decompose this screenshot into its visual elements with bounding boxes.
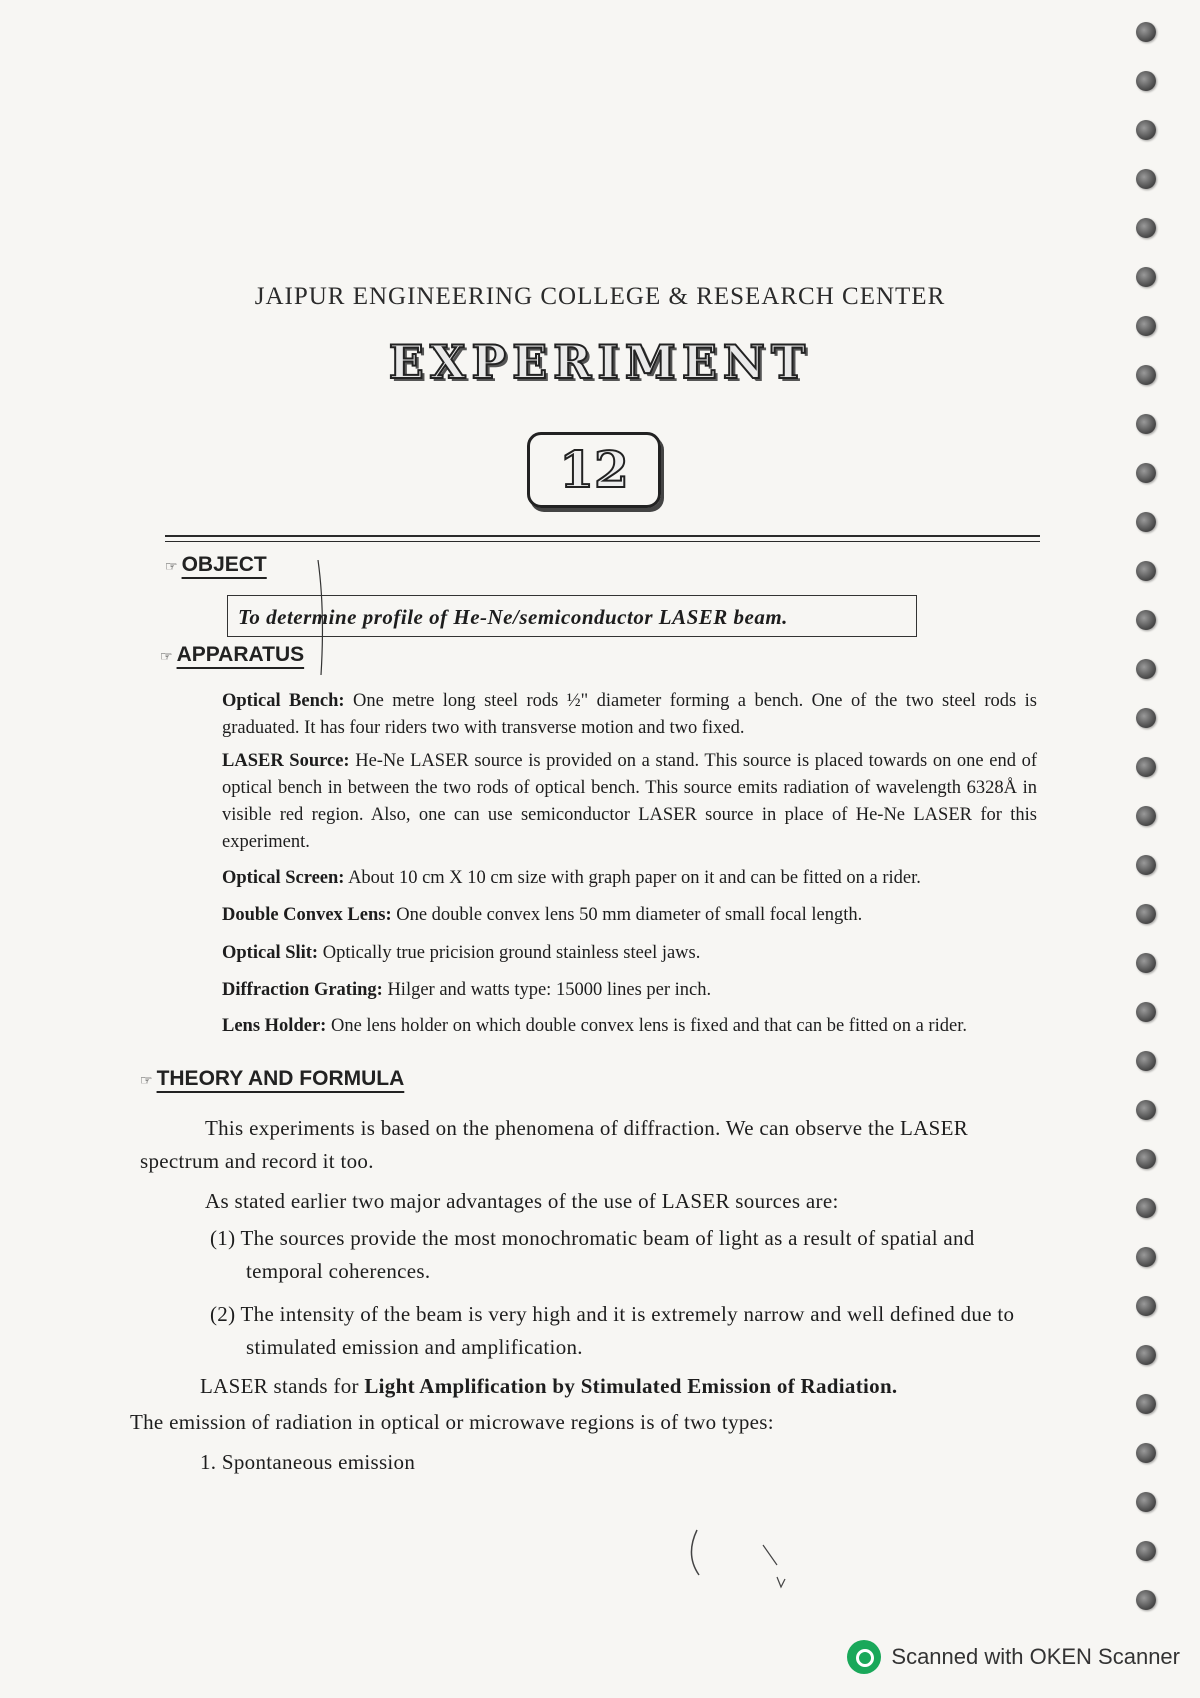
apparatus-desc: One double convex lens 50 mm diameter of small focal length. — [391, 905, 863, 925]
apparatus-desc: He-Ne LASER source is provided on a stand. This source is placed towards on one end of optical bench in between the two rods of optical bench. This source emits radiation of wavelength 6328Å in visible red region. Also, one can use semiconductor LASER source in place of He-Ne LASER for this experiment. — [222, 751, 1037, 852]
binding-hole — [1136, 512, 1156, 532]
binding-hole — [1136, 1051, 1156, 1071]
apparatus-term: Diffraction Grating: — [222, 980, 383, 1000]
experiment-number: 12 — [527, 432, 661, 508]
divider-line — [165, 541, 1040, 542]
college-name: JAIPUR ENGINEERING COLLEGE & RESEARCH CENTER — [254, 283, 946, 310]
binding-hole — [1136, 71, 1156, 91]
apparatus-desc: About 10 cm X 10 cm size with graph paper on it and can be fitted on a rider. — [344, 868, 921, 888]
apparatus-item — [222, 688, 1037, 742]
binding-hole — [1136, 855, 1156, 875]
binding-hole — [1136, 169, 1156, 189]
binding-hole — [1136, 1394, 1156, 1414]
apparatus-term: Lens Holder: — [222, 1016, 327, 1036]
binding-hole — [1136, 1541, 1156, 1561]
scanner-watermark-text: Scanned with OKEN Scanner — [891, 1644, 1180, 1669]
binding-hole — [1136, 659, 1156, 679]
binding-hole — [1136, 1247, 1156, 1267]
binding-hole — [1136, 414, 1156, 434]
binding-holes — [1122, 10, 1182, 1650]
binding-hole — [1136, 316, 1156, 336]
binding-hole — [1136, 806, 1156, 826]
theory-heading: ☞ THEORY AND FORMULA — [140, 1067, 405, 1090]
binding-hole — [1136, 1345, 1156, 1365]
apparatus-term: LASER Source: — [222, 751, 350, 771]
apparatus-item — [222, 865, 1037, 892]
binding-hole — [1136, 1100, 1156, 1120]
apparatus-term: Optical Bench: — [222, 691, 345, 711]
apparatus-item — [222, 748, 1037, 856]
theory-paragraph: This experiments is based on the phenomena of diffraction. We can observe the LASER spectrum and record it too. — [140, 1116, 969, 1173]
apparatus-item — [222, 940, 1037, 967]
list-item: 1. Spontaneous emission — [200, 1450, 416, 1474]
binding-hole — [1136, 561, 1156, 581]
binding-hole — [1136, 1198, 1156, 1218]
apparatus-term: Optical Slit: — [222, 943, 319, 963]
binding-hole — [1136, 218, 1156, 238]
pointing-hand-icon: ☞ — [140, 1072, 153, 1088]
binding-hole — [1136, 1590, 1156, 1610]
advantage-point: (1) The sources provide the most monochromatic beam of light as a result of spatial and temporal coherences. — [210, 1226, 975, 1283]
binding-hole — [1136, 1492, 1156, 1512]
apparatus-item — [222, 902, 1037, 929]
binding-hole — [1136, 708, 1156, 728]
theory-paragraph: The emission of radiation in optical or microwave regions is of two types: — [130, 1410, 774, 1434]
apparatus-item — [222, 977, 1037, 1004]
binding-hole — [1136, 1296, 1156, 1316]
theory-paragraph: As stated earlier two major advantages of the use of LASER sources are: — [205, 1189, 839, 1213]
oken-logo-icon — [847, 1640, 881, 1674]
apparatus-desc: One lens holder on which double convex lens is fixed and that can be fitted on a rider. — [326, 1016, 967, 1036]
binding-hole — [1136, 610, 1156, 630]
apparatus-desc: Hilger and watts type: 15000 lines per inch. — [382, 980, 712, 1000]
apparatus-term: Double Convex Lens: — [222, 905, 392, 925]
apparatus-desc: Optically true pricision ground stainless steel jaws. — [318, 943, 701, 963]
object-heading: ☞ OBJECT — [165, 553, 267, 576]
pointing-hand-icon: ☞ — [165, 558, 178, 574]
binding-hole — [1136, 1443, 1156, 1463]
object-statement: To determine profile of He-Ne/semiconductor LASER beam. — [227, 595, 917, 637]
laser-expansion: Light Amplification by Stimulated Emission of Radiation. — [364, 1374, 898, 1398]
binding-hole — [1136, 267, 1156, 287]
pen-mark — [685, 1525, 795, 1595]
binding-hole — [1136, 757, 1156, 777]
binding-hole — [1136, 365, 1156, 385]
advantage-point: (2) The intensity of the beam is very high and it is extremely narrow and well defined due to stimulated emission and amplification. — [210, 1302, 1015, 1359]
laser-prefix: LASER stands for — [200, 1374, 365, 1398]
binding-hole — [1136, 953, 1156, 973]
apparatus-heading: ☞ APPARATUS — [160, 643, 305, 666]
apparatus-term: Optical Screen: — [222, 868, 345, 888]
pen-mark — [315, 560, 335, 680]
binding-hole — [1136, 463, 1156, 483]
divider-line — [165, 535, 1040, 537]
binding-hole — [1136, 904, 1156, 924]
scanner-watermark — [847, 1640, 1180, 1674]
binding-hole — [1136, 1002, 1156, 1022]
apparatus-desc: One metre long steel rods ½" diameter forming a bench. One of the two steel rods is graduated. It has four riders two with transverse motion and two fixed. — [222, 691, 1037, 738]
laser-definition — [200, 1370, 1040, 1403]
pointing-hand-icon: ☞ — [160, 648, 173, 664]
binding-hole — [1136, 120, 1156, 140]
binding-hole — [1136, 22, 1156, 42]
experiment-title: EXPERIMENT — [388, 335, 812, 389]
binding-hole — [1136, 1149, 1156, 1169]
apparatus-item — [222, 1013, 1037, 1040]
